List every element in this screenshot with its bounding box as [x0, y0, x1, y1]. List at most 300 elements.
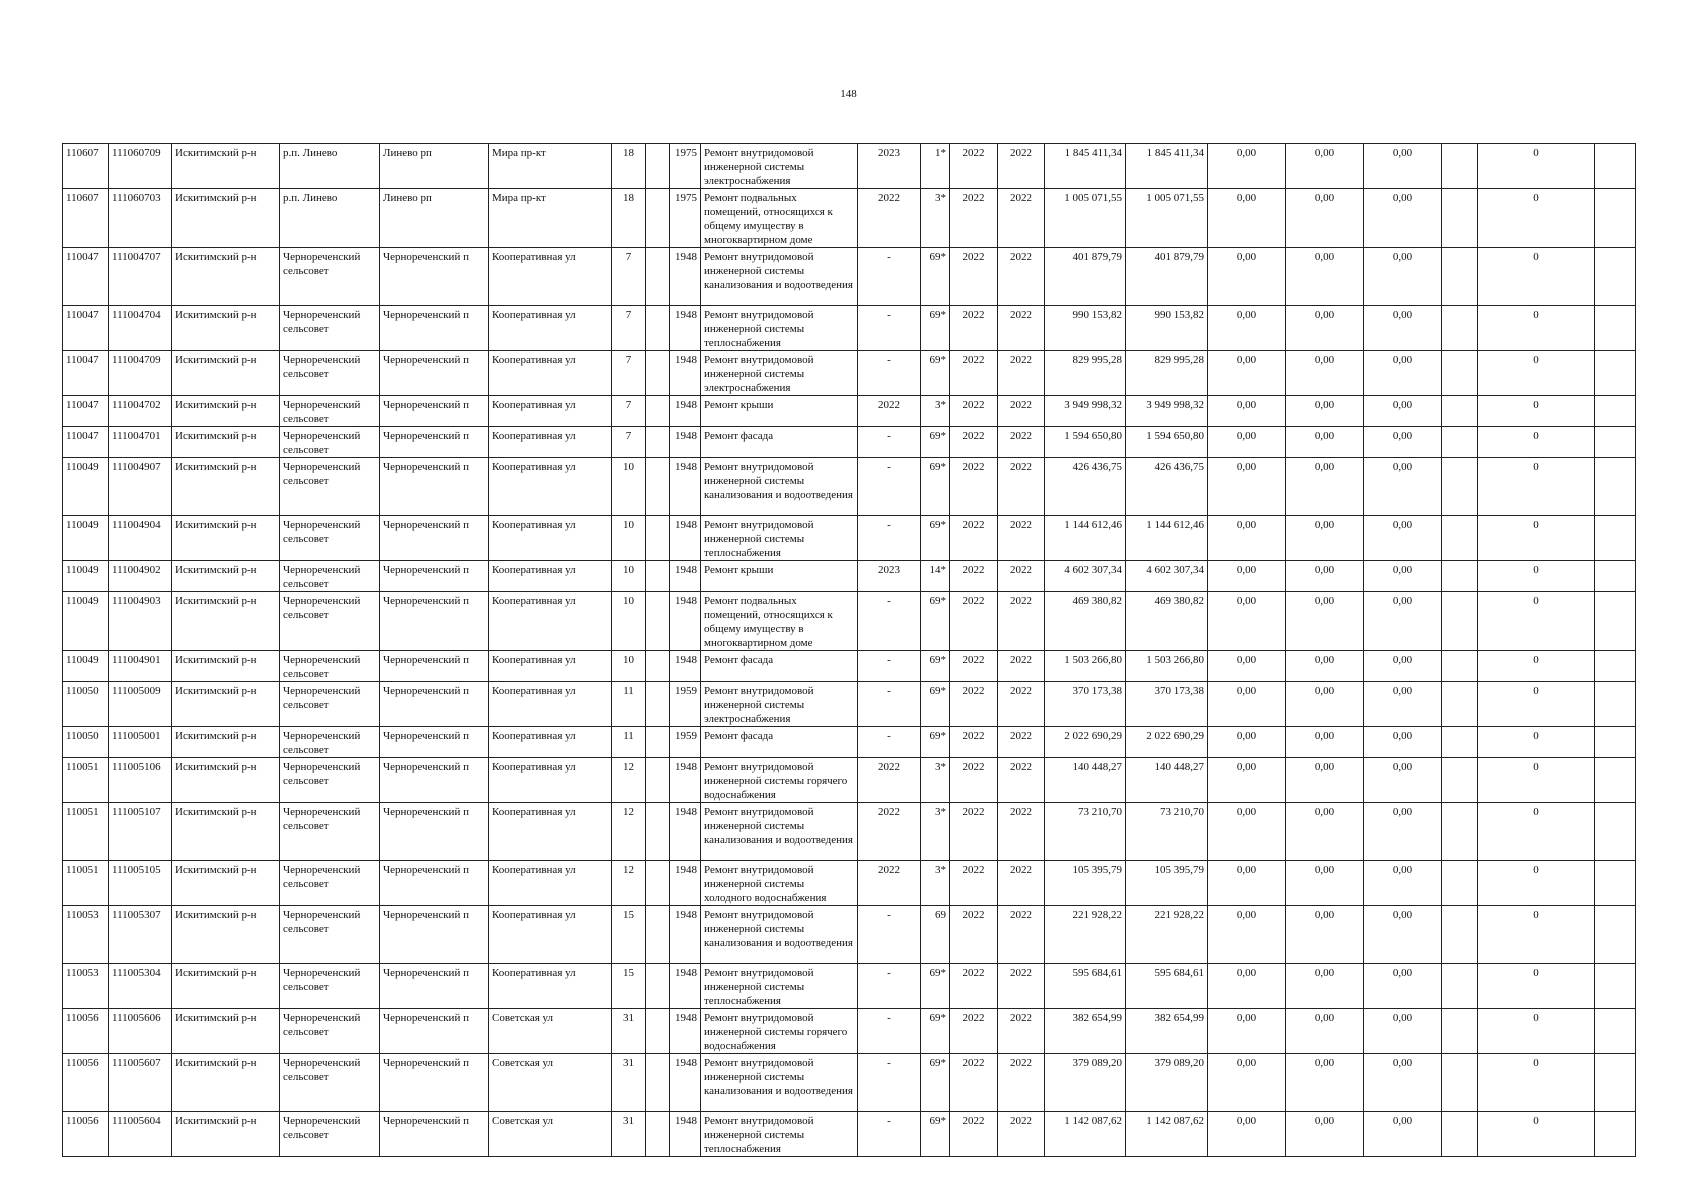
cell-district: Искитимский р-н — [172, 189, 280, 248]
cell-reason-code: 69 — [921, 906, 950, 964]
cell-local-funds: 0,00 — [1364, 906, 1442, 964]
cell-planned-year: 2022 — [858, 396, 921, 427]
cell-build-year: 1948 — [670, 964, 701, 1009]
cell-municipality: Чернореченский сельсовет — [280, 906, 380, 964]
cell-district: Искитимский р-н — [172, 758, 280, 803]
cell-settlement: Чернореченский п — [380, 592, 489, 651]
cell-building — [646, 1009, 670, 1054]
table-row — [63, 758, 1636, 803]
cell-street: Кооперативная ул — [489, 861, 612, 906]
cell-municipality: Чернореченский сельсовет — [280, 561, 380, 592]
cell-local-funds: 0,00 — [1364, 727, 1442, 758]
cell-owners-funds: 0 — [1478, 561, 1595, 592]
cell-regional-cost: 1 144 612,46 — [1126, 516, 1208, 561]
cell-federal-funds: 0,00 — [1208, 144, 1286, 189]
cell-work-code: 111004901 — [109, 651, 172, 682]
table-row — [63, 592, 1636, 651]
cell-federal-funds: 0,00 — [1208, 906, 1286, 964]
cell-district: Искитимский р-н — [172, 964, 280, 1009]
cell-object-code: 110047 — [63, 427, 109, 458]
cell-federal-funds: 0,00 — [1208, 561, 1286, 592]
cell-total-cost: 1 142 087,62 — [1045, 1112, 1126, 1157]
cell-total-cost: 1 845 411,34 — [1045, 144, 1126, 189]
cell-regional-funds: 0,00 — [1286, 561, 1364, 592]
cell-build-year: 1975 — [670, 144, 701, 189]
cell-federal-funds: 0,00 — [1208, 306, 1286, 351]
cell-regional-funds: 0,00 — [1286, 144, 1364, 189]
cell-regional-cost: 2 022 690,29 — [1126, 727, 1208, 758]
table-row — [63, 1009, 1636, 1054]
cell-end-year: 2022 — [998, 964, 1045, 1009]
cell-start-year: 2022 — [950, 682, 998, 727]
cell-district: Искитимский р-н — [172, 306, 280, 351]
cell-local-funds: 0,00 — [1364, 516, 1442, 561]
cell-building — [646, 516, 670, 561]
cell-owners-funds: 0 — [1478, 592, 1595, 651]
cell-work-code: 111005307 — [109, 906, 172, 964]
cell-settlement: Линево рп — [380, 144, 489, 189]
cell-owners-funds: 0 — [1478, 964, 1595, 1009]
cell-start-year: 2022 — [950, 592, 998, 651]
cell-start-year: 2022 — [950, 516, 998, 561]
cell-total-cost: 401 879,79 — [1045, 248, 1126, 306]
cell-total-cost: 1 005 071,55 — [1045, 189, 1126, 248]
cell-local-funds: 0,00 — [1364, 248, 1442, 306]
cell-district: Искитимский р-н — [172, 561, 280, 592]
cell-end-year: 2022 — [998, 306, 1045, 351]
cell-reason-code: 3* — [921, 758, 950, 803]
cell-district: Искитимский р-н — [172, 1112, 280, 1157]
cell-planned-year: - — [858, 592, 921, 651]
cell-work-code: 111005304 — [109, 964, 172, 1009]
cell-reason-code: 69* — [921, 682, 950, 727]
cell-local-funds: 0,00 — [1364, 144, 1442, 189]
cell-planned-year: - — [858, 458, 921, 516]
cell-work-code: 111004709 — [109, 351, 172, 396]
cell-federal-funds: 0,00 — [1208, 248, 1286, 306]
cell-regional-funds: 0,00 — [1286, 803, 1364, 861]
cell-object-code: 110607 — [63, 144, 109, 189]
cell-building — [646, 682, 670, 727]
cell-building — [646, 396, 670, 427]
cell-municipality: Чернореченский сельсовет — [280, 861, 380, 906]
cell-note — [1595, 458, 1636, 516]
cell-extra-column — [1442, 1009, 1478, 1054]
cell-settlement: Чернореченский п — [380, 1009, 489, 1054]
cell-local-funds: 0,00 — [1364, 964, 1442, 1009]
cell-total-cost: 2 022 690,29 — [1045, 727, 1126, 758]
cell-build-year: 1948 — [670, 306, 701, 351]
cell-work-type: Ремонт крыши — [701, 561, 858, 592]
cell-build-year: 1948 — [670, 427, 701, 458]
cell-extra-column — [1442, 906, 1478, 964]
cell-reason-code: 69* — [921, 351, 950, 396]
cell-reason-code: 3* — [921, 803, 950, 861]
cell-note — [1595, 351, 1636, 396]
cell-owners-funds: 0 — [1478, 1009, 1595, 1054]
cell-settlement: Линево рп — [380, 189, 489, 248]
cell-district: Искитимский р-н — [172, 861, 280, 906]
cell-settlement: Чернореченский п — [380, 1112, 489, 1157]
cell-building — [646, 306, 670, 351]
cell-build-year: 1948 — [670, 1112, 701, 1157]
cell-street: Кооперативная ул — [489, 351, 612, 396]
cell-planned-year: - — [858, 427, 921, 458]
table-row — [63, 1054, 1636, 1112]
cell-settlement: Чернореченский п — [380, 727, 489, 758]
cell-regional-cost: 73 210,70 — [1126, 803, 1208, 861]
cell-reason-code: 69* — [921, 727, 950, 758]
cell-work-code: 111060703 — [109, 189, 172, 248]
cell-planned-year: 2022 — [858, 861, 921, 906]
cell-building — [646, 906, 670, 964]
cell-end-year: 2022 — [998, 248, 1045, 306]
cell-federal-funds: 0,00 — [1208, 682, 1286, 727]
cell-street: Кооперативная ул — [489, 964, 612, 1009]
cell-note — [1595, 306, 1636, 351]
cell-end-year: 2022 — [998, 396, 1045, 427]
cell-work-type: Ремонт фасада — [701, 427, 858, 458]
cell-building — [646, 592, 670, 651]
cell-end-year: 2022 — [998, 758, 1045, 803]
cell-build-year: 1959 — [670, 682, 701, 727]
cell-regional-cost: 469 380,82 — [1126, 592, 1208, 651]
cell-extra-column — [1442, 727, 1478, 758]
cell-extra-column — [1442, 427, 1478, 458]
table-row — [63, 248, 1636, 306]
cell-house-number: 11 — [612, 727, 646, 758]
cell-note — [1595, 248, 1636, 306]
cell-municipality: р.п. Линево — [280, 144, 380, 189]
cell-regional-funds: 0,00 — [1286, 396, 1364, 427]
cell-note — [1595, 1112, 1636, 1157]
cell-house-number: 31 — [612, 1112, 646, 1157]
cell-owners-funds: 0 — [1478, 1054, 1595, 1112]
cell-note — [1595, 189, 1636, 248]
table-row — [63, 351, 1636, 396]
cell-regional-cost: 370 173,38 — [1126, 682, 1208, 727]
cell-municipality: Чернореченский сельсовет — [280, 1054, 380, 1112]
cell-work-type: Ремонт внутридомовой инженерной системы канализования и водоотведения — [701, 248, 858, 306]
cell-regional-funds: 0,00 — [1286, 592, 1364, 651]
cell-note — [1595, 651, 1636, 682]
cell-work-type: Ремонт подвальных помещений, относящихся к общему имуществу в многоквартирном доме — [701, 189, 858, 248]
cell-build-year: 1948 — [670, 861, 701, 906]
cell-regional-funds: 0,00 — [1286, 1009, 1364, 1054]
cell-building — [646, 964, 670, 1009]
cell-object-code: 110047 — [63, 396, 109, 427]
cell-total-cost: 426 436,75 — [1045, 458, 1126, 516]
cell-work-code: 111005604 — [109, 1112, 172, 1157]
cell-municipality: Чернореченский сельсовет — [280, 682, 380, 727]
cell-street: Кооперативная ул — [489, 561, 612, 592]
cell-local-funds: 0,00 — [1364, 803, 1442, 861]
cell-planned-year: 2023 — [858, 561, 921, 592]
cell-end-year: 2022 — [998, 861, 1045, 906]
cell-street: Кооперативная ул — [489, 651, 612, 682]
cell-planned-year: - — [858, 306, 921, 351]
cell-settlement: Чернореченский п — [380, 861, 489, 906]
cell-regional-funds: 0,00 — [1286, 727, 1364, 758]
cell-regional-funds: 0,00 — [1286, 1054, 1364, 1112]
cell-street: Советская ул — [489, 1009, 612, 1054]
cell-regional-cost: 382 654,99 — [1126, 1009, 1208, 1054]
cell-regional-cost: 1 503 266,80 — [1126, 651, 1208, 682]
cell-regional-cost: 379 089,20 — [1126, 1054, 1208, 1112]
cell-object-code: 110050 — [63, 727, 109, 758]
cell-total-cost: 469 380,82 — [1045, 592, 1126, 651]
cell-planned-year: - — [858, 682, 921, 727]
cell-local-funds: 0,00 — [1364, 427, 1442, 458]
cell-work-code: 111005106 — [109, 758, 172, 803]
cell-federal-funds: 0,00 — [1208, 758, 1286, 803]
cell-reason-code: 69* — [921, 458, 950, 516]
cell-planned-year: - — [858, 1054, 921, 1112]
cell-planned-year: - — [858, 651, 921, 682]
cell-building — [646, 651, 670, 682]
cell-street: Кооперативная ул — [489, 396, 612, 427]
cell-house-number: 10 — [612, 592, 646, 651]
cell-building — [646, 1112, 670, 1157]
cell-house-number: 12 — [612, 803, 646, 861]
cell-house-number: 10 — [612, 516, 646, 561]
cell-street: Кооперативная ул — [489, 427, 612, 458]
cell-regional-funds: 0,00 — [1286, 906, 1364, 964]
cell-note — [1595, 964, 1636, 1009]
cell-work-code: 111004704 — [109, 306, 172, 351]
cell-note — [1595, 861, 1636, 906]
cell-municipality: Чернореченский сельсовет — [280, 651, 380, 682]
cell-object-code: 110047 — [63, 306, 109, 351]
cell-start-year: 2022 — [950, 189, 998, 248]
cell-note — [1595, 516, 1636, 561]
cell-house-number: 31 — [612, 1009, 646, 1054]
cell-house-number: 15 — [612, 906, 646, 964]
cell-house-number: 12 — [612, 758, 646, 803]
table-row — [63, 396, 1636, 427]
cell-settlement: Чернореченский п — [380, 351, 489, 396]
cell-end-year: 2022 — [998, 516, 1045, 561]
cell-regional-funds: 0,00 — [1286, 189, 1364, 248]
cell-municipality: Чернореченский сельсовет — [280, 1009, 380, 1054]
cell-settlement: Чернореченский п — [380, 396, 489, 427]
cell-federal-funds: 0,00 — [1208, 964, 1286, 1009]
cell-district: Искитимский р-н — [172, 1009, 280, 1054]
cell-end-year: 2022 — [998, 1112, 1045, 1157]
table-row — [63, 906, 1636, 964]
cell-building — [646, 427, 670, 458]
cell-start-year: 2022 — [950, 727, 998, 758]
cell-planned-year: - — [858, 1112, 921, 1157]
cell-note — [1595, 1009, 1636, 1054]
cell-end-year: 2022 — [998, 144, 1045, 189]
cell-start-year: 2022 — [950, 651, 998, 682]
cell-work-code: 111004904 — [109, 516, 172, 561]
cell-settlement: Чернореченский п — [380, 427, 489, 458]
cell-start-year: 2022 — [950, 351, 998, 396]
cell-regional-cost: 105 395,79 — [1126, 861, 1208, 906]
cell-planned-year: 2022 — [858, 758, 921, 803]
cell-start-year: 2022 — [950, 561, 998, 592]
cell-total-cost: 1 594 650,80 — [1045, 427, 1126, 458]
cell-regional-cost: 990 153,82 — [1126, 306, 1208, 351]
cell-owners-funds: 0 — [1478, 248, 1595, 306]
cell-federal-funds: 0,00 — [1208, 351, 1286, 396]
cell-district: Искитимский р-н — [172, 1054, 280, 1112]
cell-total-cost: 595 684,61 — [1045, 964, 1126, 1009]
cell-owners-funds: 0 — [1478, 758, 1595, 803]
cell-regional-funds: 0,00 — [1286, 306, 1364, 351]
table-row — [63, 561, 1636, 592]
cell-federal-funds: 0,00 — [1208, 1009, 1286, 1054]
cell-planned-year: - — [858, 1009, 921, 1054]
cell-object-code: 110053 — [63, 964, 109, 1009]
cell-work-type: Ремонт внутридомовой инженерной системы теплоснабжения — [701, 964, 858, 1009]
cell-house-number: 7 — [612, 396, 646, 427]
cell-settlement: Чернореченский п — [380, 516, 489, 561]
cell-work-type: Ремонт внутридомовой инженерной системы холодного водоснабжения — [701, 861, 858, 906]
cell-end-year: 2022 — [998, 592, 1045, 651]
cell-total-cost: 1 503 266,80 — [1045, 651, 1126, 682]
cell-municipality: Чернореченский сельсовет — [280, 306, 380, 351]
cell-building — [646, 1054, 670, 1112]
cell-work-code: 111004701 — [109, 427, 172, 458]
cell-note — [1595, 758, 1636, 803]
cell-build-year: 1948 — [670, 1054, 701, 1112]
cell-settlement: Чернореченский п — [380, 964, 489, 1009]
cell-federal-funds: 0,00 — [1208, 427, 1286, 458]
cell-regional-cost: 1 142 087,62 — [1126, 1112, 1208, 1157]
cell-build-year: 1975 — [670, 189, 701, 248]
cell-house-number: 10 — [612, 561, 646, 592]
cell-municipality: Чернореченский сельсовет — [280, 351, 380, 396]
cell-building — [646, 458, 670, 516]
cell-work-code: 111004907 — [109, 458, 172, 516]
cell-build-year: 1948 — [670, 516, 701, 561]
cell-local-funds: 0,00 — [1364, 758, 1442, 803]
cell-house-number: 10 — [612, 651, 646, 682]
cell-regional-cost: 595 684,61 — [1126, 964, 1208, 1009]
cell-regional-funds: 0,00 — [1286, 651, 1364, 682]
cell-reason-code: 69* — [921, 306, 950, 351]
table-row — [63, 1112, 1636, 1157]
cell-work-code: 111004702 — [109, 396, 172, 427]
cell-object-code: 110607 — [63, 189, 109, 248]
cell-street: Кооперативная ул — [489, 906, 612, 964]
cell-municipality: Чернореченский сельсовет — [280, 516, 380, 561]
cell-owners-funds: 0 — [1478, 396, 1595, 427]
cell-note — [1595, 803, 1636, 861]
cell-house-number: 7 — [612, 306, 646, 351]
cell-municipality: Чернореченский сельсовет — [280, 592, 380, 651]
cell-reason-code: 3* — [921, 396, 950, 427]
cell-settlement: Чернореченский п — [380, 906, 489, 964]
cell-work-code: 111005607 — [109, 1054, 172, 1112]
cell-local-funds: 0,00 — [1364, 1112, 1442, 1157]
cell-settlement: Чернореченский п — [380, 458, 489, 516]
cell-reason-code: 69* — [921, 248, 950, 306]
cell-regional-cost: 4 602 307,34 — [1126, 561, 1208, 592]
cell-total-cost: 382 654,99 — [1045, 1009, 1126, 1054]
cell-owners-funds: 0 — [1478, 351, 1595, 396]
cell-settlement: Чернореченский п — [380, 306, 489, 351]
cell-object-code: 110056 — [63, 1112, 109, 1157]
cell-owners-funds: 0 — [1478, 427, 1595, 458]
cell-street: Мира пр-кт — [489, 189, 612, 248]
cell-end-year: 2022 — [998, 682, 1045, 727]
cell-extra-column — [1442, 758, 1478, 803]
cell-settlement: Чернореченский п — [380, 803, 489, 861]
cell-work-type: Ремонт внутридомовой инженерной системы канализования и водоотведения — [701, 906, 858, 964]
cell-object-code: 110056 — [63, 1054, 109, 1112]
cell-regional-cost: 3 949 998,32 — [1126, 396, 1208, 427]
cell-start-year: 2022 — [950, 396, 998, 427]
cell-end-year: 2022 — [998, 906, 1045, 964]
cell-total-cost: 379 089,20 — [1045, 1054, 1126, 1112]
cell-owners-funds: 0 — [1478, 458, 1595, 516]
cell-street: Кооперативная ул — [489, 592, 612, 651]
cell-street: Кооперативная ул — [489, 516, 612, 561]
cell-object-code: 110050 — [63, 682, 109, 727]
cell-extra-column — [1442, 306, 1478, 351]
cell-extra-column — [1442, 803, 1478, 861]
cell-regional-funds: 0,00 — [1286, 1112, 1364, 1157]
cell-total-cost: 73 210,70 — [1045, 803, 1126, 861]
cell-object-code: 110053 — [63, 906, 109, 964]
cell-extra-column — [1442, 396, 1478, 427]
cell-planned-year: 2022 — [858, 803, 921, 861]
cell-federal-funds: 0,00 — [1208, 396, 1286, 427]
cell-work-type: Ремонт фасада — [701, 727, 858, 758]
cell-extra-column — [1442, 682, 1478, 727]
cell-object-code: 110049 — [63, 516, 109, 561]
table-row — [63, 306, 1636, 351]
cell-end-year: 2022 — [998, 189, 1045, 248]
cell-work-type: Ремонт внутридомовой инженерной системы электроснабжения — [701, 144, 858, 189]
table-row — [63, 651, 1636, 682]
cell-district: Искитимский р-н — [172, 727, 280, 758]
cell-federal-funds: 0,00 — [1208, 458, 1286, 516]
cell-end-year: 2022 — [998, 727, 1045, 758]
cell-house-number: 7 — [612, 248, 646, 306]
cell-regional-cost: 1 005 071,55 — [1126, 189, 1208, 248]
cell-end-year: 2022 — [998, 561, 1045, 592]
cell-federal-funds: 0,00 — [1208, 516, 1286, 561]
cell-federal-funds: 0,00 — [1208, 1054, 1286, 1112]
cell-municipality: Чернореченский сельсовет — [280, 248, 380, 306]
cell-regional-funds: 0,00 — [1286, 758, 1364, 803]
cell-planned-year: - — [858, 964, 921, 1009]
cell-planned-year: - — [858, 351, 921, 396]
table-row — [63, 803, 1636, 861]
table-row — [63, 516, 1636, 561]
cell-settlement: Чернореченский п — [380, 758, 489, 803]
cell-work-code: 111005009 — [109, 682, 172, 727]
cell-end-year: 2022 — [998, 803, 1045, 861]
cell-street: Кооперативная ул — [489, 248, 612, 306]
cell-federal-funds: 0,00 — [1208, 861, 1286, 906]
cell-build-year: 1948 — [670, 592, 701, 651]
cell-total-cost: 990 153,82 — [1045, 306, 1126, 351]
cell-municipality: Чернореченский сельсовет — [280, 758, 380, 803]
cell-federal-funds: 0,00 — [1208, 592, 1286, 651]
cell-work-code: 111005606 — [109, 1009, 172, 1054]
cell-municipality: Чернореченский сельсовет — [280, 396, 380, 427]
cell-regional-cost: 1 845 411,34 — [1126, 144, 1208, 189]
cell-start-year: 2022 — [950, 248, 998, 306]
cell-house-number: 15 — [612, 964, 646, 1009]
cell-house-number: 7 — [612, 351, 646, 396]
